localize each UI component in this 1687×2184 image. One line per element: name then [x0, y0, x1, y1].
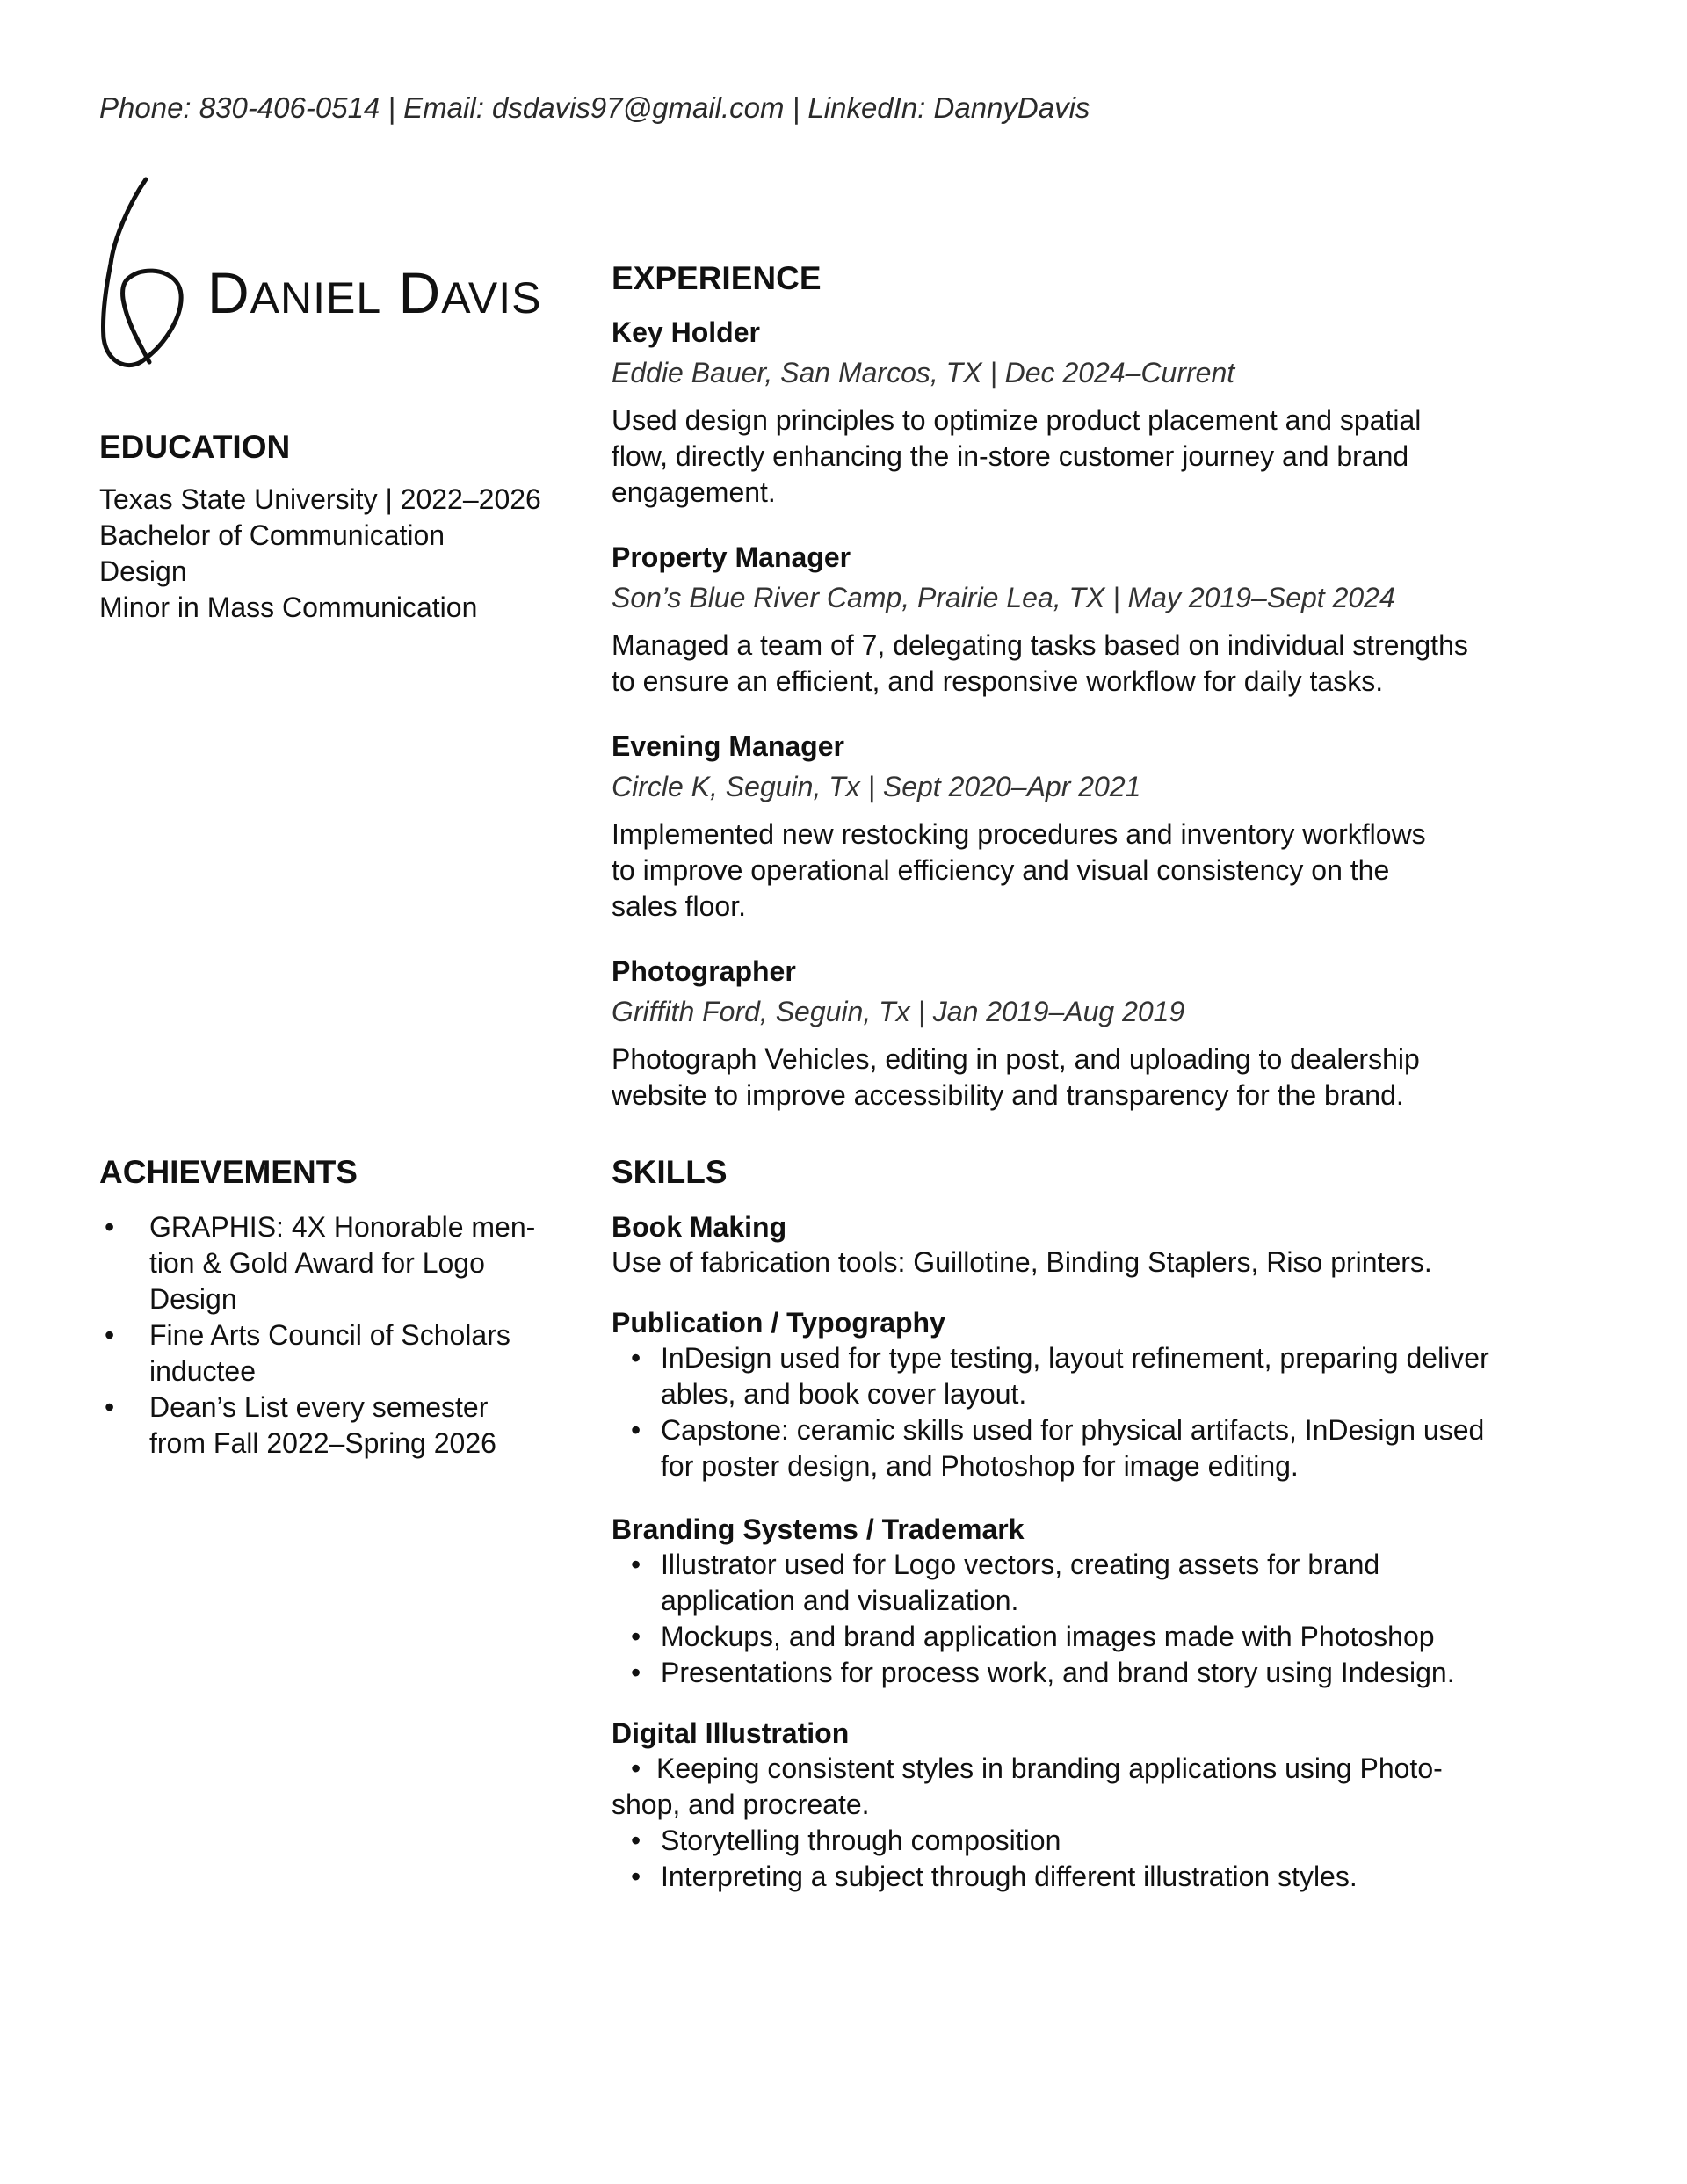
name-first-initial: D	[207, 260, 250, 325]
job-title: Evening Manager	[612, 730, 844, 762]
job-entry	[612, 315, 1604, 511]
skill-list	[612, 1340, 1604, 1484]
skill-list	[612, 1751, 1604, 1895]
list-item-line: GRAPHIS: 4X Honorable men-	[149, 1211, 536, 1243]
bullet-icon: •	[631, 1861, 641, 1892]
job-title: Property Manager	[612, 541, 851, 573]
education-line: Minor in Mass Communication	[99, 591, 478, 623]
skill-group-title: Digital Illustration	[612, 1717, 850, 1749]
bullet-icon: •	[631, 1414, 641, 1446]
job-meta: Circle K, Seguin, Tx | Sept 2020–Apr 2021	[612, 771, 1141, 802]
job-description-line: engagement.	[612, 476, 776, 508]
list-item-line: InDesign used for type testing, layout refinement, preparing deliver	[661, 1342, 1489, 1374]
job-description	[612, 1041, 1604, 1114]
list-item-line: for poster design, and Photoshop for image editing.	[661, 1450, 1299, 1482]
bullet-icon: •	[105, 1211, 115, 1243]
bullet-icon: •	[105, 1391, 115, 1423]
list-item-line: Capstone: ceramic skills used for physical artifacts, InDesign used	[661, 1414, 1485, 1446]
bullet-icon: •	[631, 1342, 641, 1374]
list-item-line: Dean’s List every semester	[149, 1391, 489, 1423]
skill-list	[612, 1547, 1604, 1691]
contact-line: Phone: 830-406-0514 | Email: dsdavis97@gmail.com | LinkedIn: DannyDavis	[99, 91, 1090, 124]
list-item	[612, 1751, 1604, 1823]
list-item-line: Design	[149, 1283, 237, 1315]
job-entry	[612, 540, 1604, 700]
list-item-line: shop, and procreate.	[612, 1789, 870, 1820]
experience-heading: EXPERIENCE	[612, 260, 822, 296]
skill-group-book-making	[612, 1209, 1604, 1281]
job-description-line: Photograph Vehicles, editing in post, and uploading to dealership	[612, 1043, 1420, 1075]
bullet-icon: •	[631, 1621, 641, 1652]
name-first-rest: ANIEL	[250, 273, 382, 323]
skill-group-title: Publication / Typography	[612, 1307, 945, 1339]
job-description-line: Managed a team of 7, delegating tasks based on individual strengths	[612, 629, 1468, 661]
list-item	[99, 1389, 556, 1462]
list-item	[612, 1340, 1604, 1412]
skill-group-text: Use of fabrication tools: Guillotine, Binding Staplers, Riso printers.	[612, 1246, 1432, 1278]
name-last-initial: D	[398, 260, 442, 325]
job-description	[612, 816, 1604, 925]
list-item	[612, 1655, 1604, 1691]
education-body	[99, 482, 541, 626]
job-description	[612, 628, 1604, 700]
list-item-line: application and visualization.	[661, 1585, 1019, 1616]
list-item	[99, 1209, 556, 1317]
list-item-line: Fine Arts Council of Scholars	[149, 1319, 510, 1351]
list-item-text: Keeping consistent styles in branding applications using Photo-	[655, 1752, 1443, 1784]
skill-group-publication	[612, 1305, 1604, 1484]
list-item-line: inductee	[149, 1355, 256, 1387]
job-meta: Son’s Blue River Camp, Prairie Lea, TX | May 2019–Sept 2024	[612, 582, 1395, 613]
skill-group-branding	[612, 1512, 1604, 1691]
bullet-icon: •	[631, 1752, 641, 1784]
job-description-line: to improve operational efficiency and visual consistency on the	[612, 854, 1390, 886]
job-description-line: website to improve accessibility and transparency for the brand.	[612, 1079, 1404, 1111]
list-item	[612, 1823, 1604, 1859]
bullet-icon: •	[631, 1657, 641, 1688]
list-item-line: Presentations for process work, and brand story using Indesign.	[661, 1657, 1455, 1688]
education-line: Bachelor of Communication	[99, 519, 445, 551]
job-description	[612, 403, 1604, 511]
job-meta: Griffith Ford, Seguin, Tx | Jan 2019–Aug 2019	[612, 996, 1185, 1027]
list-item-line	[612, 1751, 1604, 1787]
list-item	[99, 1317, 556, 1389]
list-item-line: from Fall 2022–Spring 2026	[149, 1427, 496, 1459]
job-description-line: to ensure an efficient, and responsive workflow for daily tasks.	[612, 665, 1384, 697]
list-item	[612, 1412, 1604, 1484]
job-description-line: Implemented new restocking procedures and inventory workflows	[612, 818, 1426, 850]
job-meta: Eddie Bauer, San Marcos, TX | Dec 2024–Current	[612, 357, 1235, 388]
handwritten-d-monogram-icon	[95, 176, 192, 378]
list-item-line: Interpreting a subject through different illustration styles.	[661, 1861, 1358, 1892]
list-item-line: tion & Gold Award for Logo	[149, 1247, 485, 1279]
list-item-line: Storytelling through composition	[661, 1825, 1061, 1856]
list-item	[612, 1547, 1604, 1619]
job-title: Key Holder	[612, 316, 760, 348]
job-entry	[612, 954, 1604, 1114]
education-heading: EDUCATION	[99, 429, 291, 465]
achievements-list	[99, 1209, 556, 1462]
job-entry	[612, 729, 1604, 925]
list-item	[612, 1619, 1604, 1655]
list-item	[612, 1859, 1604, 1895]
achievements-heading: ACHIEVEMENTS	[99, 1154, 358, 1190]
job-description-line: sales floor.	[612, 890, 746, 922]
education-line: Design	[99, 555, 187, 587]
list-item-line: Illustrator used for Logo vectors, creating assets for brand	[661, 1549, 1380, 1580]
list-item-line: ables, and book cover layout.	[661, 1378, 1027, 1410]
skill-group-title: Book Making	[612, 1211, 787, 1243]
job-description-line: flow, directly enhancing the in-store customer journey and brand	[612, 440, 1409, 472]
person-name	[207, 259, 541, 326]
job-description-line: Used design principles to optimize product placement and spatial	[612, 404, 1422, 436]
education-line: Texas State University | 2022–2026	[99, 483, 541, 515]
job-title: Photographer	[612, 955, 796, 987]
bullet-icon: •	[631, 1549, 641, 1580]
bullet-icon: •	[105, 1319, 115, 1351]
skill-group-title: Branding Systems / Trademark	[612, 1513, 1025, 1545]
skills-heading: SKILLS	[612, 1154, 728, 1190]
list-item-line: Mockups, and brand application images made with Photoshop	[661, 1621, 1435, 1652]
name-last-rest: AVIS	[441, 273, 542, 323]
bullet-icon: •	[631, 1825, 641, 1856]
skill-group-illustration	[612, 1716, 1604, 1895]
